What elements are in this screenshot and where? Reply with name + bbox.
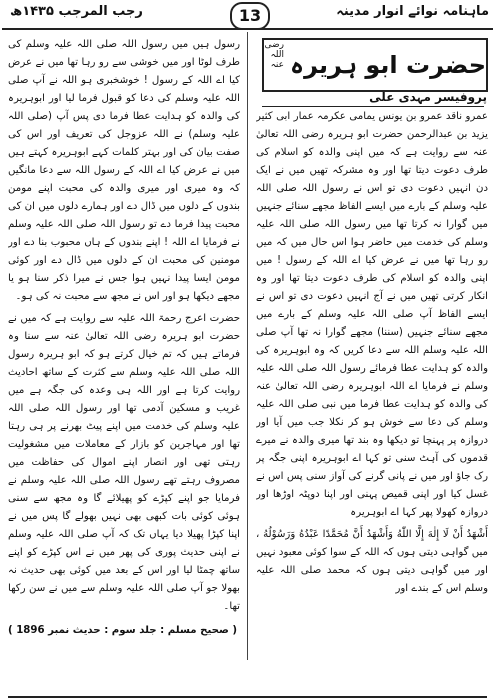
header-rule — [2, 28, 493, 30]
paragraph: رسول ہیں میں رسول اللہ صلی اللہ علیہ وسلم کی طرف لوٹا اور میں خوشی سے رو رہا تھا میں نے عرض کیا اے اللہ کے رسول ! خوشخبری ہو اللہ نے آپ صلی اللہ علیہ وسلم کی دعا کو قبول فرما لیا اور ابوہریرہ کی والدہ کو ہدایت عطا فرما دی پس آپ (صلی اللہ علیہ وسلم) نے اللہ عزوجل کی تعریف اور اس کی صفت بیان کی اور بہتر کلمات کہے ابوہریرہ کہتے ہیں میں نے عرض کیا اے اللہ کے رسول اللہ سے دعا مانگیں کہ وہ میری اور میری والدہ کی محبت اپنے مومن بندوں کے دلوں میں ڈال دے اور ہمارے دلوں میں ان کی محبت پیدا فرما دے تو رسول اللہ صلی اللہ علیہ وسلم نے فرمایا اے اللہ ! اپنے بندوں کے ہاں محبوب بنا دے اور مومنین کی محبت ان کے دلوں میں ڈال دے اور کوئی مومن ایسا پیدا نہیں ہوا جس نے میرا ذکر سنا ہو یا مجھے دیکھا ہو اور اس نے مجھ سے محبت نہ کی ہو۔ — [8, 39, 240, 302]
left-column — [8, 36, 240, 662]
author-rule — [262, 106, 484, 107]
article-title-box — [262, 38, 488, 92]
paragraph: عمرو ناقد عمرو بن یونس یمامی عکرمہ عمار ابی کثیر یزید بن عبدالرحمن حضرت ابو ہریرہ رضی اللہ تعالیٰ عنہ سے روایت ہے کہ میں اپنی والدہ کو اسلام کی طرف دعوت دیتا تھا اور وہ مشرکہ تھیں میں نے ایک دن انہیں دعوت دی تو اس نے رسول اللہ صلی اللہ علیہ وسلم کے بارے میں ایسے الفاظ مجھے سنائے جنہیں میں گوارا نہ کرتا تھا میں رسول اللہ صلی اللہ علیہ وسلم کی خدمت میں حاضر ہوا اس حال میں کہ میں رو رہا تھا میں نے عرض کیا اے اللہ کے رسول ! میں اپنی والدہ کو اسلام کی طرف دعوت دیتا تھا اور وہ انکار کرتی تھیں میں نے آج انہیں دعوت دی تو اس نے ایسے الفاظ آپ صلی اللہ علیہ وسلم کے بارے میں مجھے سنائے جنہیں (سننا) مجھے گوارا نہ تھا آپ صلی اللہ علیہ وسلم اللہ سے دعا کریں کہ وہ ابوہریرہ کی والدہ کو ہدایت عطا فرمائے رسول اللہ صلی اللہ علیہ وسلم نے فرمایا اے اللہ ابوہریرہ رضی اللہ تعالیٰ عنہ کی والدہ کو ہدایت عطا فرما میں نبی صلی اللہ علیہ وسلم کی دعا سے خوش ہو کر نکلا جب میں آیا اور دروازہ پر پہنچا تو دیکھا وہ بند تھا میری والدہ نے میرے قدموں کی آہٹ سنی تو کہا اے ابوہریرہ اپنی جگہ پر رک جاؤ اور میں نے پانی گرنے کی آواز سنی پس اس نے غسل کیا اور اپنی قمیص پہنی اور اپنا دوپٹہ اوڑھا اور دروازہ کھولا پھر کہا اے ابوہریرہ — [256, 111, 488, 518]
paragraph: أَشْهَدُ أَنْ لَا إِلٰهَ إِلَّا اللّٰهُ وَأَشْهَدُ أَنَّ مُحَمَّدًا عَبْدُهُ وَرَسُوْلُهُ ، میں گواہی دیتی ہوں کہ اللہ کے سوا کوئی معبود نہیں اور میں گواہی دیتی ہوں کہ محمد صلی اللہ علیہ وسلم اس کے بندے اور — [256, 529, 488, 594]
magazine-name: ماہنامہ نوائے انوار مدینہ — [336, 4, 489, 19]
page-header — [2, 2, 493, 32]
column-divider — [247, 32, 248, 660]
footer-rule — [8, 696, 487, 698]
hadith-reference: ( صحیح مسلم : جلد سوم : حدیث نمبر 1896 ) — [8, 625, 238, 636]
title-honorific: رضی اللہ عنہ — [264, 40, 285, 70]
page-number: 13 — [230, 2, 270, 30]
issue-date: رجب المرجب ۱۴۳۵ھ — [10, 4, 143, 19]
article-title: حضرت ابو ہریرہ — [290, 51, 486, 79]
right-column — [256, 108, 488, 700]
article-author: پروفیسر مہدی علی — [369, 90, 487, 104]
paragraph: حضرت اعرج رحمۃ اللہ علیہ سے روایت ہے کہ میں نے حضرت ابو ہریرہ رضی اللہ تعالیٰ عنہ سے سنا وہ فرماتے ہیں کہ تم خیال کرتے ہو کہ ابو ہریرہ رسول اللہ صلی اللہ علیہ وسلم سے کثرت کے ساتھ احادیث روایت کرتا ہے اور اللہ ہی وعدہ کی جگہ ہے میں غریب و مسکین آدمی تھا اور رسول اللہ صلی اللہ علیہ وسلم کی خدمت میں اپنے پیٹ بھرنے پر ہی رہتا تھا اور مہاجرین کو بازار کے معاملات میں مشغولیت رہتی تھی اور انصار اپنے اموال کی حفاظت میں مصروف رہتے تھے رسول اللہ صلی اللہ علیہ وسلم نے فرمایا جو اپنے کپڑے کو پھیلائے گا وہ مجھ سے سنی ہوئی کوئی بات کبھی بھی نہیں بھولے گا پس میں نے اپنا کپڑا پھیلا دیا یہاں تک کہ آپ صلی اللہ علیہ وسلم نے اپنی حدیث پوری کی پھر میں نے اس کپڑے کو اپنے ساتھ چمٹا لیا اور اس کے بعد میں کوئی بھی حدیث نہ بھولا جو آپ صلی اللہ علیہ وسلم سے میں نے سن رکھا تھا۔ — [8, 313, 240, 612]
